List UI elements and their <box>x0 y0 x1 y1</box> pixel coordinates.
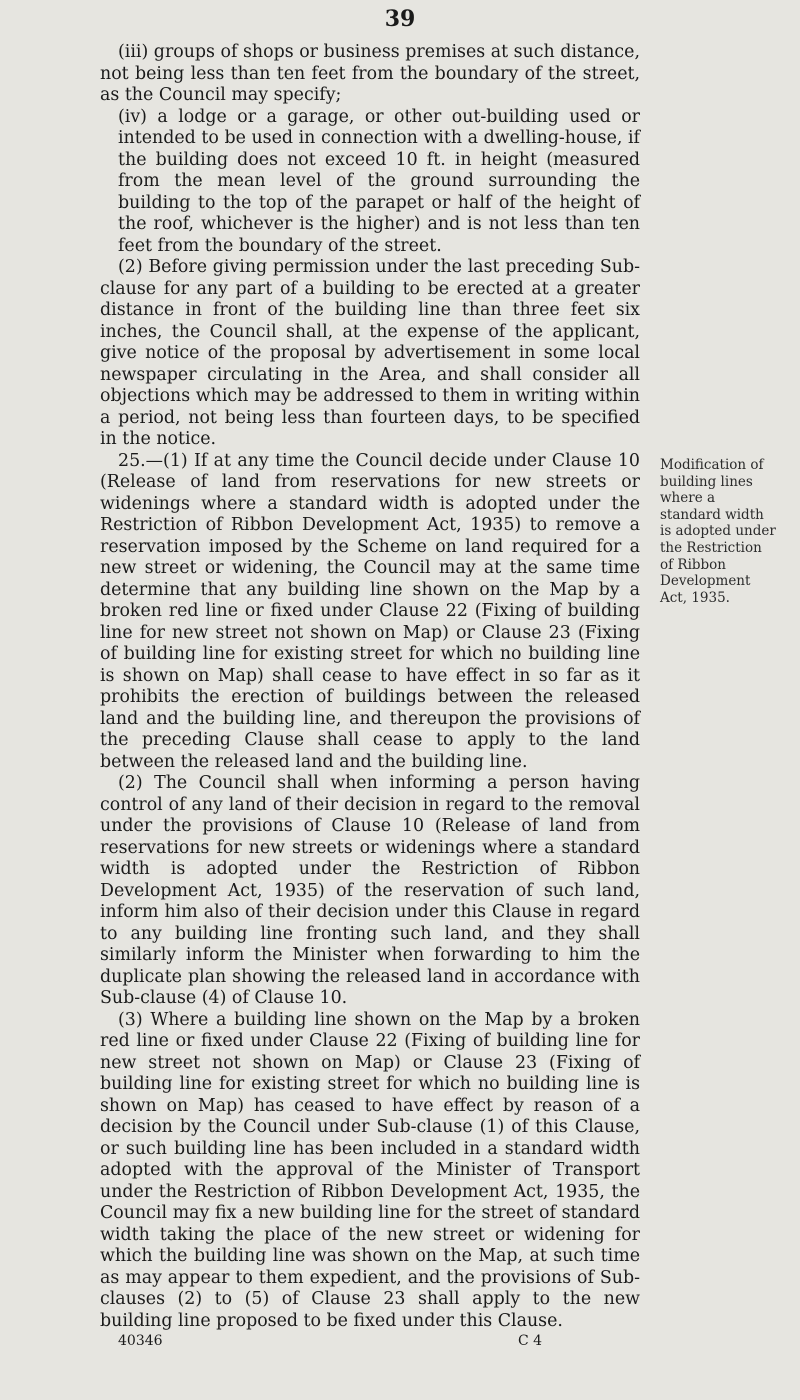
paragraph-iii: (iii) groups of shops or business premises at such distance, not being less than ten feet from the boundary of the street, as the Council may specify; <box>100 42 640 105</box>
print-code: 40346 <box>118 1333 163 1349</box>
paragraph-25-2: (2) The Council shall when informing a person having control of any land of their decision in regard to the removal under the provisions of Clause 10 (Release of land from reservations for new streets or widenings where a standard width is adopted under the Restriction of Ribbon Development Act, 1935) of the reservation of such land, inform him also of their decision under this Clause in regard to any building line fronting such land, and they shall similarly inform the Minister when forwarding to him the duplicate plan showing the released land in accordance with Sub-clause (4) of Clause 10. <box>100 773 640 1008</box>
page-number: 39 <box>384 6 416 32</box>
marginal-note: Modification of building lines where a standard width is adopted under the Restriction of Ribbon Development Act, 1935. <box>660 457 776 606</box>
signature-mark: C 4 <box>518 1333 543 1349</box>
paragraph-25-3: (3) Where a building line shown on the Map by a broken red line or fixed under Clause 22 (Fixing of building line for new street not shown on Map) or Clause 23 (Fixing of building line for existing street for which no building line is shown on Map) has ceased to have effect by reason of a decision by the Council under Sub-clause (1) of this Clause, or such building line has been included in a standard width adopted with the approval of the Minister of Transport under the Restriction of Ribbon Development Act, 1935, the Council may fix a new building line for the street of standard width taking the place of the new street or widening for which the building line was shown on the Map, at such time as may appear to them expedient, and the provisions of Sub-clauses (2) to (5) of Clause 23 shall apply to the new building line proposed to be fixed under this Clause. <box>100 1009 640 1331</box>
paragraph-iv: (iv) a lodge or a garage, or other out-building used or intended to be used in connection with a dwelling-house, if the building does not exceed 10 ft. in height (measured from the mean level of the ground surrounding the building to the top of the parapet or half of the height of the roof, whichever is the higher) and is not less than ten feet from the boundary of the street. <box>118 106 640 256</box>
paragraph-2: (2) Before giving permission under the last preceding Sub-clause for any part of a building to be erected at a greater distance in front of the building line than three feet six inches, the Council shall, at the expense of the applicant, give notice of the proposal by advertisement in some local newspaper circulating in the Area, and shall consider all objections which may be addressed to them in writing within a period, not being less than fourteen days, to be specified in the notice. <box>100 257 640 449</box>
paragraph-25-1: 25.—(1) If at any time the Council decide under Clause 10 (Release of land from reservations for new streets or widenings where a standard width is adopted under the Restriction of Ribbon Development Act, 1935) to remove a reservation imposed by the Scheme on land required for a new street or widening, the Council may at the same time determine that any building line shown on the Map by a broken red line or fixed under Clause 22 (Fixing of building line for new street not shown on Map) or Clause 23 (Fixing of building line for existing street for which no building line is shown on Map) shall cease to have effect in so far as it prohibits the erection of buildings between the released land and the building line, and thereupon the provisions of the preceding Clause shall cease to apply to the land between the released land and the building line. <box>100 450 640 772</box>
main-text <box>100 42 640 1332</box>
